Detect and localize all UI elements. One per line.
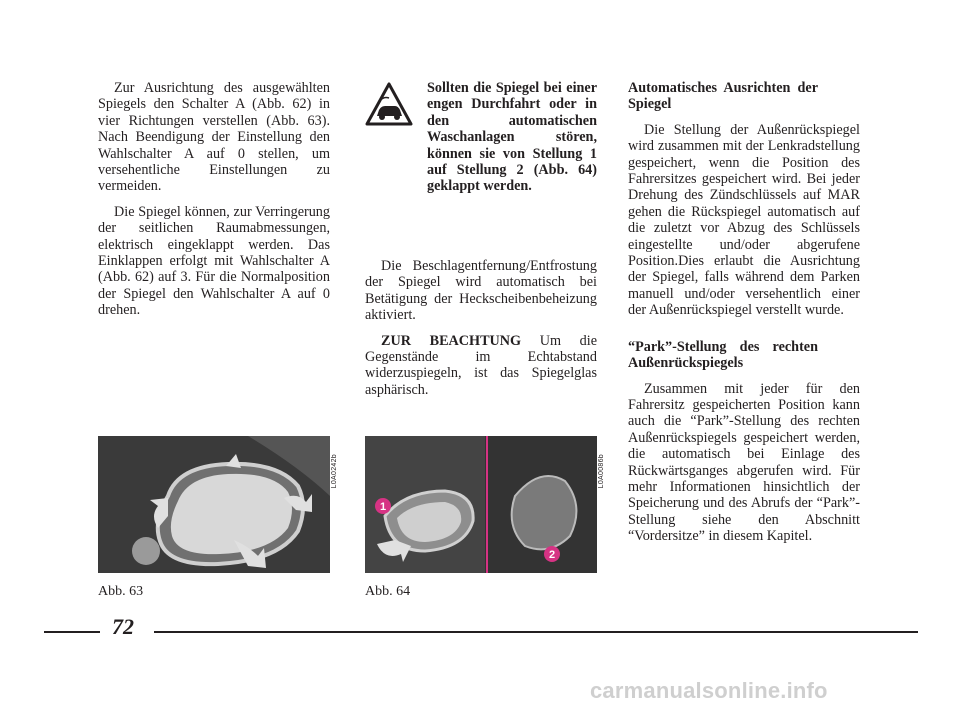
figure-mirror-fold xyxy=(365,436,597,573)
figure-mirror-adjust xyxy=(98,436,330,573)
mirror-adjust-illustration xyxy=(98,436,330,573)
note-text: Um die Gegenstände im Echtabstand widerzuspiegeln, ist das Spiegelglas asphärisch. xyxy=(365,332,597,398)
mirror-fold-illustration xyxy=(365,436,597,573)
marker-1-label: 1 xyxy=(379,501,387,513)
footer-rule-left xyxy=(44,631,100,633)
page-number: 72 xyxy=(112,614,134,639)
figure-code: L0A0242b xyxy=(331,454,338,489)
warning-first-lines xyxy=(365,80,597,195)
paragraph: Die Beschlagentfernung/Entfrostung der Spiegel wird automatisch bei Betätigung der Heckscheibenbeheizung aktiviert. xyxy=(365,258,597,324)
figure-code: L0A0086b xyxy=(598,454,605,489)
note-paragraph xyxy=(365,333,597,399)
warning-body: Sollten die Spiegel bei einer engen Durchfahrt oder in den automatischen Waschanlagen stören, können sie von Stellung 1 auf Stellung 2 (Abb. 64) geklappt werden. xyxy=(427,80,597,195)
paragraph: Die Stellung der Außenrückspiegel wird zusammen mit der Lenkradstellung gespeichert, wenn die Position des Fahrersitzes gespeichert wird. Bei jeder Drehung des Zündschlüssels auf MAR gehen die Rückspiegel automatisch auf die zuletzt vor Abzug des Schlüssels eingestellte und/oder abgerufene Position.Dies erlaubt die Ausrichtung der Spiegel, falls während dem Parken manuell und/oder versehentlich einer der Außenrückspiegel verstellt wurde. xyxy=(628,121,860,319)
paragraph: Die Spiegel können, zur Verringerung der seitlichen Raumabmessungen, elektrisch eingeklappt werden. Das Einklappen erfolgt mit Wahlschalter A (Abb. 62) auf 3. Für die Normalposition der Spiegel den Wahlschalter A auf 0 drehen. xyxy=(98,203,330,319)
footer-rule-right xyxy=(154,631,918,633)
column-1 xyxy=(98,80,330,328)
paragraph: Zusammen mit jeder für den Fahrersitz gespeicherten Position kann auch die “Park”-Stellung des rechten Außenrückspiegels gespeichert werden, die automatisch bei Einlage des Rückwärtsganges abgerufen wird. Für mehr Informationen hinsichtlich der Speicherung und des Abrufs der “Park”-Stellung siehe den Abschnitt “Vordersitze” in diesem Kapitel. xyxy=(628,380,860,545)
watermark: carmanualsonline.info xyxy=(590,678,828,703)
marker-2-label: 2 xyxy=(548,549,556,561)
note-label: ZUR BEACHTUNG xyxy=(381,332,522,349)
figure-caption: Abb. 64 xyxy=(365,584,411,599)
paragraph: Zur Ausrichtung des ausgewählten Spiegels den Schalter A (Abb. 62) in vier Richtungen verstellen (Abb. 63). Nach Beendigung der Einstellung den Wahlschalter A auf 0 stellen, um versehentliche Einstellungen zu vermeiden. xyxy=(98,80,330,195)
column-3 xyxy=(628,80,860,554)
figure-caption: Abb. 63 xyxy=(98,584,144,599)
column-2 xyxy=(365,258,597,407)
section-heading: “Park”-Stellung des rechten Außenrückspiegels xyxy=(628,338,818,372)
warning-text xyxy=(365,80,597,195)
section-heading: Automatisches Ausrichten der Spiegel xyxy=(628,80,818,113)
